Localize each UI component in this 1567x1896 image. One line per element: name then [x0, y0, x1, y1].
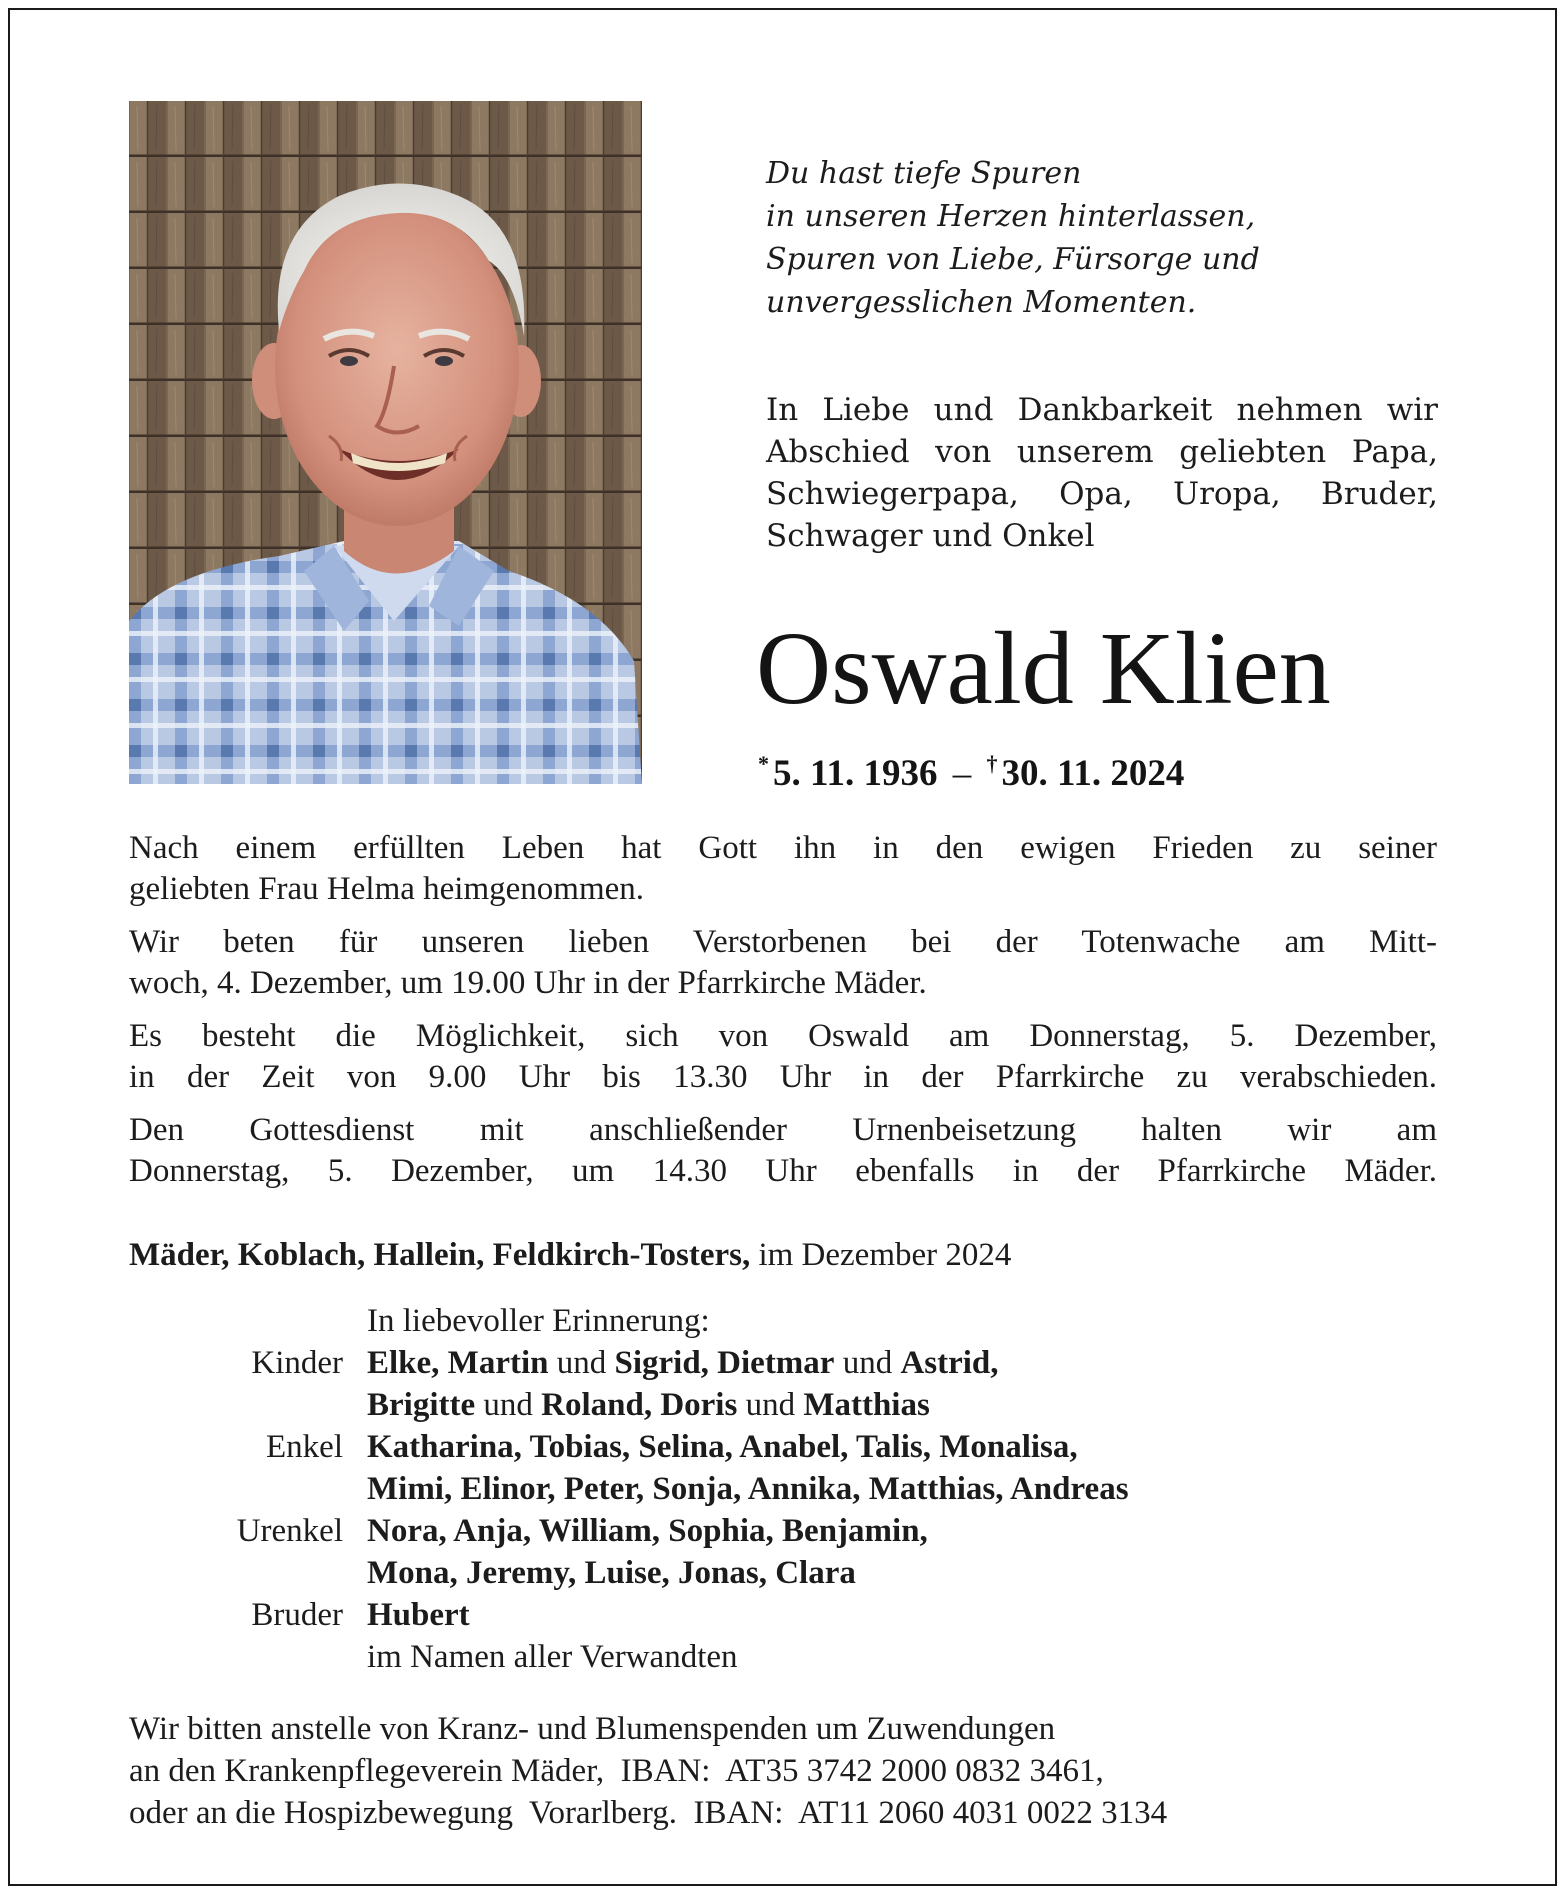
paragraph-2	[129, 922, 1437, 1004]
places-bold: Mäder, Koblach, Hallein, Feldkirch-Tosters,	[129, 1237, 751, 1273]
birth-symbol: *	[758, 751, 769, 776]
death-date: 30. 11. 2024	[1001, 753, 1185, 794]
death-symbol: †	[986, 751, 998, 776]
family-heading: In liebevoller Erinnerung:	[367, 1303, 710, 1339]
paragraph-1	[129, 828, 1437, 910]
paragraph-line: Nach einem erfüllten Leben hat Gott ihn in den ewigen Frieden zu seiner	[129, 830, 1437, 866]
paragraph-line: Den Gottesdienst mit anschließender Urnenbeisetzung halten wir am	[129, 1112, 1437, 1148]
places-date: im Dezember 2024	[750, 1237, 1012, 1273]
enkel-names-line: Katharina, Tobias, Selina, Anabel, Talis, Monalisa,	[367, 1429, 1078, 1465]
urenkel-names-line: Mona, Jeremy, Luise, Jonas, Clara	[367, 1555, 856, 1591]
enkel-names-line: Mimi, Elinor, Peter, Sonja, Annika, Matthias, Andreas	[367, 1471, 1129, 1507]
paragraph-line: woch, 4. Dezember, um 19.00 Uhr in der Pfarrkirche Mäder.	[129, 965, 927, 1001]
intro-line: Schwager und Onkel	[766, 518, 1095, 554]
bruder-name: Hubert	[367, 1597, 470, 1633]
paragraph-4	[129, 1110, 1437, 1192]
intro-line: In Liebe und Dankbarkeit nehmen wir	[766, 392, 1438, 428]
paragraph-line: Es besteht die Möglichkeit, sich von Oswald am Donnerstag, 5. Dezember,	[129, 1018, 1437, 1054]
life-dates	[758, 742, 1184, 796]
poem-line: unvergesslichen Momenten.	[766, 285, 1197, 320]
paragraph-3	[129, 1016, 1437, 1098]
kinder-names-line-1: Elke, Martin und Sigrid, Dietmar und Astrid,	[367, 1345, 999, 1381]
poem-line: Spuren von Liebe, Fürsorge und	[766, 242, 1260, 277]
bruder-label: Bruder	[251, 1597, 343, 1633]
intro-text	[766, 389, 1438, 557]
urenkel-label: Urenkel	[236, 1513, 343, 1549]
urenkel-names-line: Nora, Anja, William, Sophia, Benjamin,	[367, 1513, 928, 1549]
paragraph-line: Wir beten für unseren lieben Verstorbenen bei der Totenwache am Mitt-	[129, 924, 1437, 960]
kinder-label: Kinder	[251, 1345, 343, 1381]
date-separator: –	[952, 753, 972, 794]
donation-line: Wir bitten anstelle von Kranz- und Blumenspenden um Zuwendungen	[129, 1711, 1056, 1747]
kinder-names-line-2: Brigitte und Roland, Doris und Matthias	[367, 1387, 930, 1423]
intro-line: Schwiegerpapa, Opa, Uropa, Bruder,	[766, 476, 1438, 512]
family-closing: im Namen aller Verwandten	[367, 1639, 738, 1675]
family-list	[129, 1300, 1449, 1678]
paragraph-line: geliebten Frau Helma heimgenommen.	[129, 871, 645, 907]
donation-line: an den Krankenpflegeverein Mäder, IBAN: AT35 3742 2000 0832 3461,	[129, 1753, 1104, 1789]
donation-note	[129, 1708, 1437, 1834]
paragraph-line: in der Zeit von 9.00 Uhr bis 13.30 Uhr in der Pfarrkirche zu verabschieden.	[129, 1059, 1437, 1095]
birth-date: 5. 11. 1936	[773, 753, 938, 794]
places-line	[129, 1233, 1437, 1277]
portrait-photo	[129, 101, 642, 784]
poem-line: in unseren Herzen hinterlassen,	[766, 199, 1256, 234]
poem-line: Du hast tiefe Spuren	[766, 156, 1082, 191]
paragraph-line: Donnerstag, 5. Dezember, um 14.30 Uhr ebenfalls in der Pfarrkirche Mäder.	[129, 1153, 1437, 1189]
enkel-label: Enkel	[266, 1429, 343, 1465]
portrait-image	[129, 101, 642, 784]
poem	[766, 152, 1466, 324]
donation-line: oder an die Hospizbewegung Vorarlberg. IBAN: AT11 2060 4031 0022 3134	[129, 1795, 1168, 1831]
intro-line: Abschied von unserem geliebten Papa,	[766, 434, 1438, 470]
deceased-name: Oswald Klien	[756, 611, 1331, 726]
